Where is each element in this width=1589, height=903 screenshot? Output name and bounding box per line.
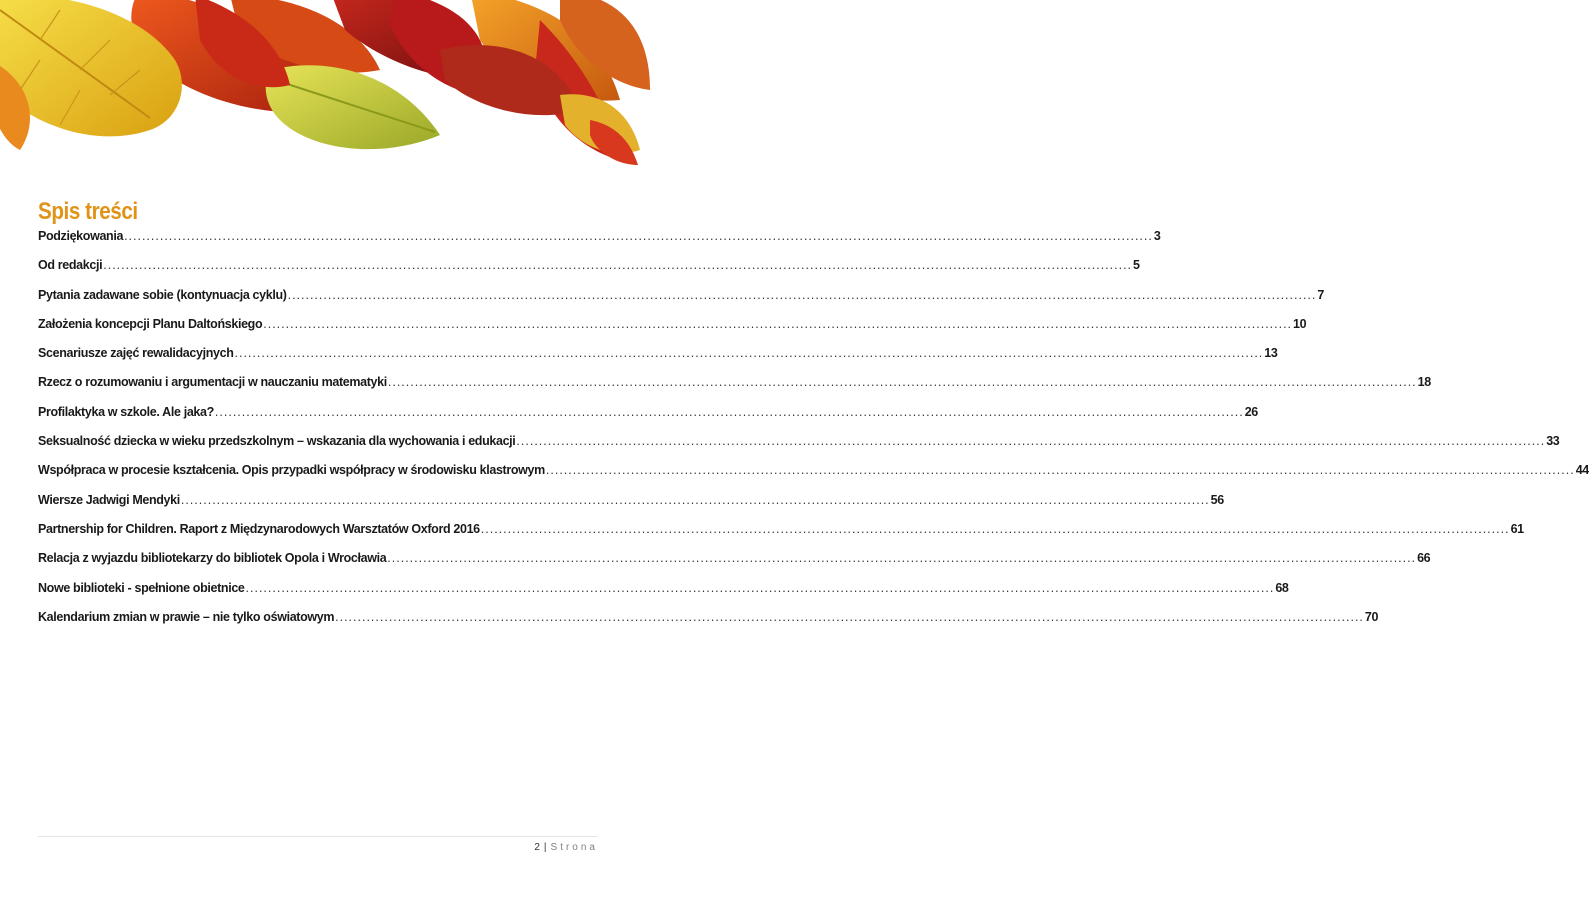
dot-leader: [246, 581, 1275, 595]
toc-entry[interactable]: [38, 287, 1324, 317]
toc-entry-title: Podziękowania: [38, 229, 124, 243]
page-footer: [534, 842, 598, 853]
toc-entry-title: Założenia koncepcji Planu Daltońskiego: [38, 316, 263, 331]
toc-heading: Spis treści: [38, 198, 138, 225]
toc-entry-page: 18: [1417, 375, 1431, 390]
toc-entry[interactable]: [38, 521, 1524, 551]
toc-entry-page: 3: [1153, 229, 1161, 243]
toc-entry-title: Profilaktyka w szkole. Ale jaka?: [38, 404, 214, 419]
dot-leader: [181, 493, 1210, 507]
toc-entry[interactable]: [38, 316, 1307, 346]
toc-entry[interactable]: [38, 375, 1431, 404]
autumn-leaves-banner: [0, 0, 638, 175]
dot-leader: [124, 229, 1153, 243]
toc-entry-page: 13: [1264, 346, 1278, 361]
toc-entry[interactable]: [38, 434, 1560, 463]
toc-entry-title: Rzecz o rozumowaniu i argumentacji w nauczaniu matematyki: [38, 375, 387, 390]
toc-entry-title: Partnership for Children. Raport z Międzynarodowych Warsztatów Oxford 2016: [38, 521, 480, 536]
dot-leader: [235, 346, 1264, 360]
toc-entry-title: Współpraca w procesie kształcenia. Opis przypadki współpracy w środowisku klastrowym: [38, 463, 545, 478]
toc-entry-title: Relacja z wyjazdu bibliotekarzy do bibliotek Opola i Wrocławia: [38, 551, 387, 566]
toc-entry[interactable]: [38, 580, 1289, 610]
toc-entry[interactable]: [38, 551, 1431, 580]
page-number: 2: [534, 842, 540, 853]
toc-entry-title: Wiersze Jadwigi Mendyki: [38, 492, 180, 507]
toc-entry-title: Od redakcji: [38, 258, 103, 273]
dot-leader: [263, 317, 1292, 331]
toc-entry[interactable]: [38, 346, 1278, 375]
toc-entry-title: Seksualność dziecka w wieku przedszkolnym – wskazania dla wychowania i edukacji: [38, 434, 516, 449]
autumn-leaves-image: [0, 0, 638, 175]
dot-leader: [335, 610, 1364, 624]
footer-label: Strona: [550, 842, 598, 853]
toc-entry[interactable]: [38, 229, 1161, 258]
dot-leader: [288, 288, 1317, 302]
toc-entry-page: 70: [1364, 609, 1379, 624]
toc-entry-title: Kalendarium zmian w prawie – nie tylko oświatowym: [38, 609, 335, 624]
footer-separator: |: [543, 842, 547, 853]
toc-entry-page: 61: [1510, 521, 1524, 536]
toc-entry-page: 56: [1210, 492, 1224, 507]
toc-entry-page: 7: [1317, 287, 1324, 302]
toc-entry-title: Nowe biblioteki - spełnione obietnice: [38, 580, 245, 595]
dot-leader: [388, 375, 1417, 389]
dot-leader: [546, 463, 1575, 477]
toc-entry-page: 26: [1244, 404, 1258, 419]
dot-leader: [387, 551, 1416, 565]
dot-leader: [215, 405, 1244, 419]
toc-entry-page: 44: [1575, 463, 1589, 478]
toc-entry[interactable]: [38, 258, 1140, 287]
toc-entry-page: 68: [1275, 580, 1289, 595]
toc-entry-title: Scenariusze zajęć rewalidacyjnych: [38, 346, 234, 361]
toc-entry-page: 66: [1417, 551, 1431, 566]
toc-entry-page: 33: [1546, 434, 1560, 449]
toc-entry-page: 10: [1293, 316, 1307, 331]
toc-entry-title: Pytania zadawane sobie (kontynuacja cyklu): [38, 287, 287, 302]
dot-leader: [103, 258, 1132, 272]
toc-entry[interactable]: [38, 463, 1589, 492]
toc-entry[interactable]: [38, 492, 1224, 522]
table-of-contents: [38, 229, 1589, 639]
footer-divider: [38, 836, 598, 837]
dot-leader: [481, 522, 1510, 536]
toc-entry[interactable]: [38, 609, 1379, 639]
toc-entry-page: 5: [1133, 258, 1140, 273]
dot-leader: [516, 434, 1545, 448]
toc-entry[interactable]: [38, 404, 1258, 434]
